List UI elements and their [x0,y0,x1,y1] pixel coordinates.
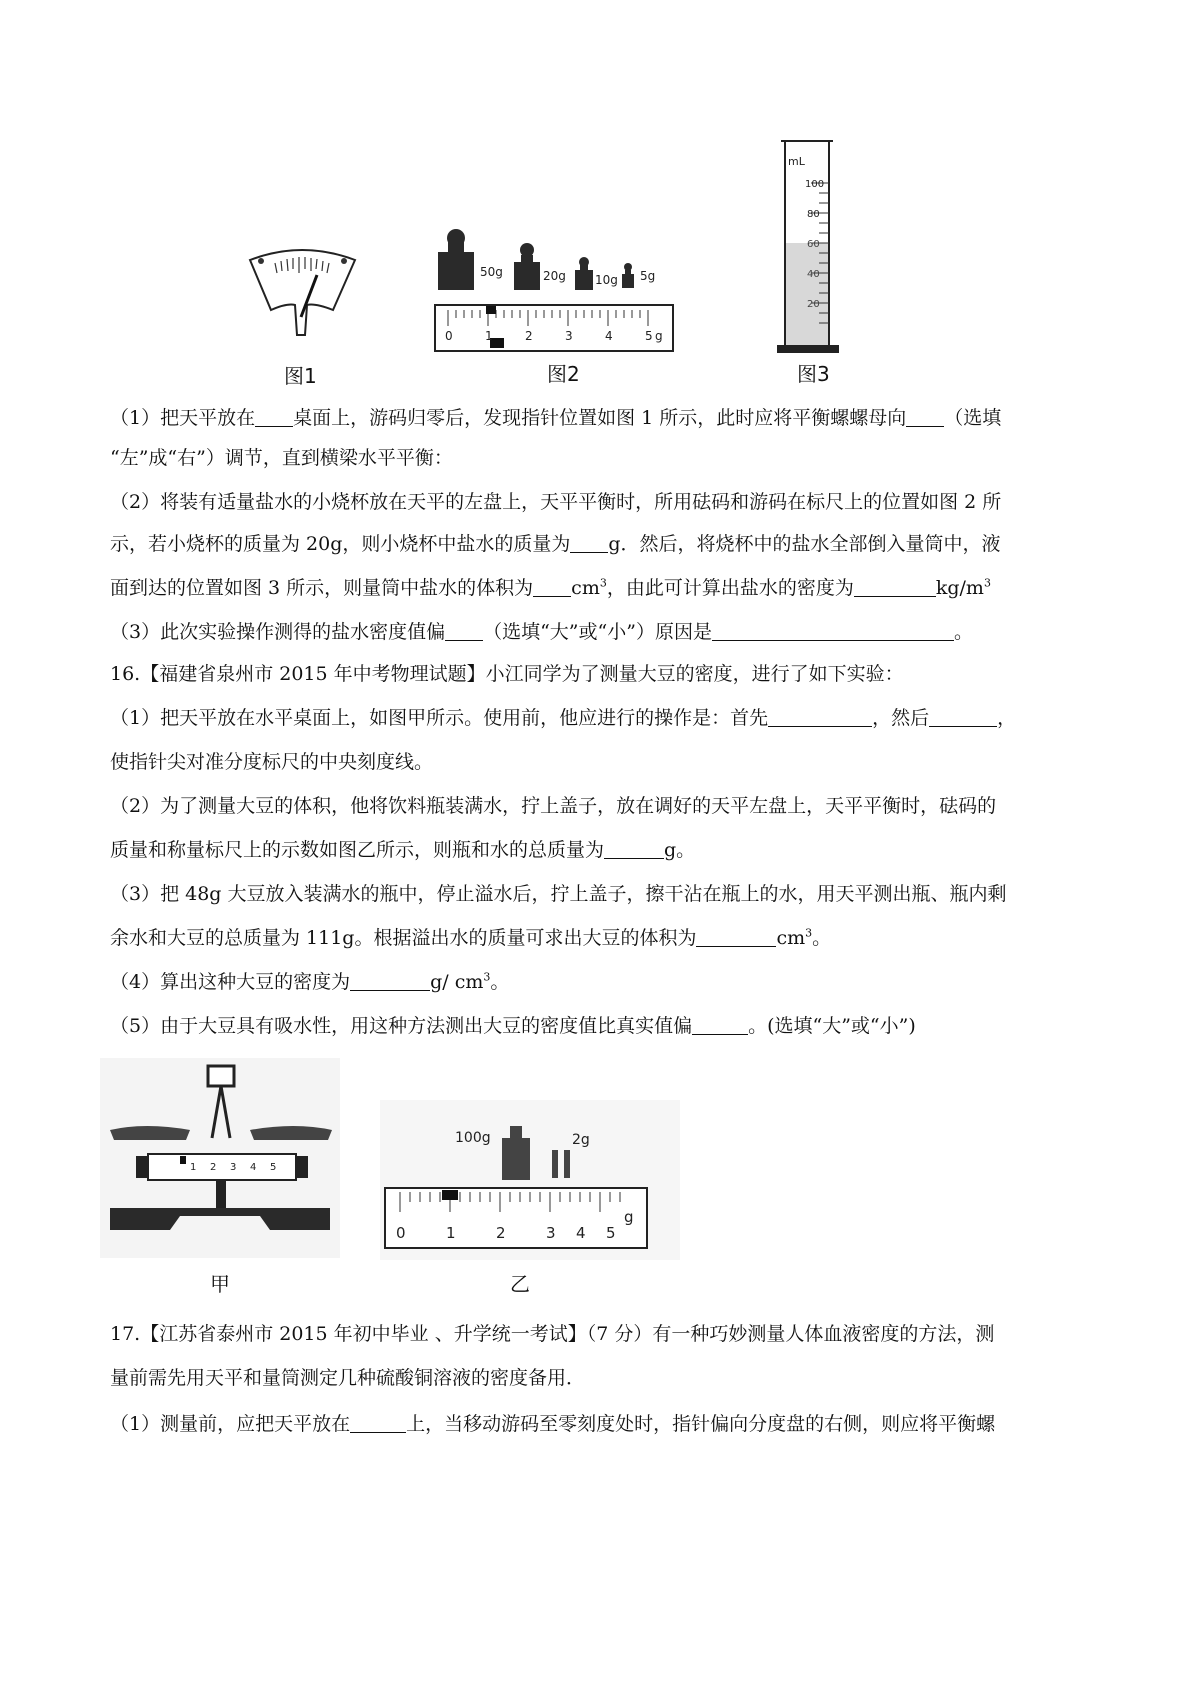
weight-10g-label: 10g [595,273,618,287]
svg-text:4: 4 [605,329,613,343]
svg-text:2: 2 [525,329,533,343]
q16-title: 16.【福建省泉州市 2015 年中考物理试题】小江同学为了测量大豆的密度，进行了如下实验： [110,663,904,685]
svg-text:80: 80 [807,209,820,220]
figure-jia-balance [100,1058,340,1258]
q15-part1-line1: （1）把天平放在 桌面上，游码归零后，发现指针位置如图 1 所示，此时应将平衡螺螺母向 （选填 [110,407,1002,429]
q16-part2-line2: 质量和称量标尺上的示数如图乙所示，则瓶和水的总质量为 g。 [110,839,696,861]
weight-5g-label: 5g [640,269,656,283]
weight-50g-label: 50g [480,265,503,279]
svg-text:g: g [655,329,663,343]
figure-1-caption: 图1 [284,364,317,388]
svg-text:5: 5 [270,1162,277,1173]
q16-part3-line1: （3）把 48g 大豆放入装满水的瓶中，停止溢水后，拧上盖子，擦干沾在瓶上的水，用天平测出瓶、瓶内剩 [110,883,1007,905]
svg-text:2g: 2g [572,1132,590,1148]
figure-3-graduated-cylinder [775,135,845,360]
q16-part2-line1: （2）为了测量大豆的体积，他将饮料瓶装满水，拧上盖子，放在调好的天平左盘上，天平平衡时，砝码的 [110,795,997,817]
svg-text:4: 4 [250,1162,257,1173]
figure-3-caption: 图3 [797,362,830,386]
q16-part1-line2: 使指针尖对准分度标尺的中央刻度线。 [110,751,434,773]
svg-text:1: 1 [485,329,493,343]
q16-part1-line1: （1）把天平放在水平桌面上，如图甲所示。使用前，他应进行的操作是：首先 ，然后 ， [110,707,1017,729]
svg-text:0: 0 [396,1224,406,1242]
svg-text:2: 2 [496,1224,506,1242]
q15-part2-line3: 面到达的位置如图 3 所示，则量筒中盐水的体积为 $cm^3$，由此可计算出盐水的密度为 $kg/m^3$ [110,576,991,599]
figure-yi-caption: 乙 [510,1272,530,1296]
svg-text:3: 3 [565,329,573,343]
svg-text:100g: 100g [455,1130,491,1146]
weight-20g-label: 20g [543,269,566,283]
svg-text:3: 3 [230,1162,237,1173]
q16-part4: （4）算出这种大豆的密度为 g/ $cm^3$。 [110,970,510,993]
q17-part1: （1）测量前，应把天平放在 上，当移动游码至零刻度处时，指针偏向分度盘的右侧，则应将平衡螺 [110,1413,996,1435]
svg-text:1: 1 [190,1162,197,1173]
svg-text:5: 5 [645,329,653,343]
cylinder-unit-label: mL [788,155,805,168]
svg-text:5: 5 [606,1224,616,1242]
svg-text:3: 3 [546,1224,556,1242]
svg-text:4: 4 [576,1224,586,1242]
svg-text:g: g [624,1208,634,1226]
svg-text:100: 100 [805,179,825,190]
q15-part2-line2: 示，若小烧杯的质量为 20g，则小烧杯中盐水的质量为 g．然后，将烧杯中的盐水全部倒入量筒中，液 [110,533,1001,555]
q15-part1-line2: “左”成“右”）调节，直到横梁水平平衡： [110,447,453,469]
figure-yi-weights-and-ruler [380,1100,680,1260]
svg-text:60: 60 [807,239,820,250]
q17-title: 17.【江苏省泰州市 2015 年初中毕业 、升学统一考试】（7 分）有一种巧妙测量人体血液密度的方法，测 [110,1323,995,1345]
svg-text:0: 0 [445,329,453,343]
svg-text:40: 40 [807,269,820,280]
q17-line2: 量前需先用天平和量筒测定几种硫酸铜溶液的密度备用． [110,1367,586,1389]
figure-1-pointer-dial [245,245,360,345]
svg-text:20: 20 [807,299,820,310]
svg-text:2: 2 [210,1162,217,1173]
q16-part3-line2: 余水和大豆的总质量为 111g。根据溢出水的质量可求出大豆的体积为 $cm^3$。 [110,926,832,949]
figure-jia-caption: 甲 [210,1272,230,1296]
q15-part3: （3）此次实验操作测得的盐水密度值偏 （选填“大”或“小”）原因是 。 [110,621,973,643]
svg-text:1: 1 [446,1224,456,1242]
figure-2-weights-and-ruler [430,210,680,360]
figure-2-caption: 图2 [547,362,580,386]
q16-part5: （5）由于大豆具有吸水性，用这种方法测出大豆的密度值比真实值偏 。(选填“大”或“小”) [110,1015,916,1037]
q15-part2-line1: （2）将装有适量盐水的小烧杯放在天平的左盘上，天平平衡时，所用砝码和游码在标尺上的位置如图 2 所 [110,491,1002,513]
